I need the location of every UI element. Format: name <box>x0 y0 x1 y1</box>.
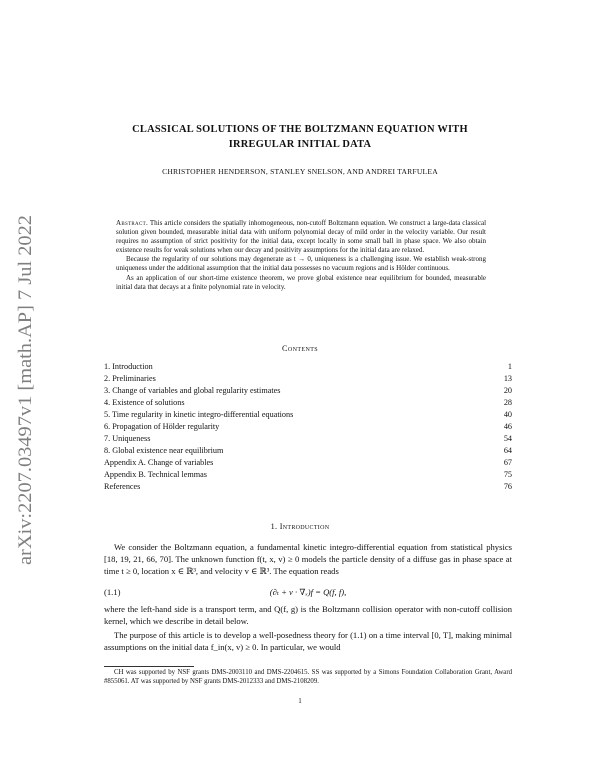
title-line-1: CLASSICAL SOLUTIONS OF THE BOLTZMANN EQUATION WITH <box>132 124 468 135</box>
toc-page: 75 <box>503 470 512 479</box>
toc-label: 5. Time regularity in kinetic integro-differential equations <box>104 410 294 419</box>
toc-entry[interactable] <box>104 445 512 457</box>
equation-1-1 <box>104 587 512 599</box>
arxiv-stamp-svg <box>6 210 40 570</box>
toc-entry[interactable] <box>104 385 512 397</box>
toc-entry[interactable] <box>104 421 512 433</box>
toc-label: 3. Change of variables and global regularity estimates <box>104 386 281 395</box>
toc-label: 7. Uniqueness <box>104 434 151 443</box>
toc-page: 28 <box>503 398 512 407</box>
paper-title <box>90 122 510 152</box>
toc-page: 40 <box>503 410 512 419</box>
equation-number: (1.1) <box>104 587 121 597</box>
toc-page: 67 <box>503 458 512 467</box>
abstract-para-1 <box>116 219 486 255</box>
abstract-para-2: Because the regularity of our solutions may degenerate as t → 0, uniqueness is a challenging issue. We establish weak-strong uniqueness under the additional assumption that the initial data possesses no vacuum regions and is Hölder continuous. <box>116 255 486 273</box>
arxiv-stamp <box>6 210 40 570</box>
toc-entry[interactable] <box>104 361 512 373</box>
toc-page: 54 <box>503 434 512 443</box>
intro-p1-text: We consider the Boltzmann equation, a fundamental kinetic integro-differential equation from statistical physics [18, 19, 21, 66, 70]. The unknown function f(t, x, v) ≥ 0 models the particle density of a diffuse gas in phase space at time t ≥ 0, location x ∈ ℝ³, and velocity v ∈ ℝ³. The equation reads <box>104 542 512 577</box>
toc-label: 6. Propagation of Hölder regularity <box>104 422 220 431</box>
toc-page: 1 <box>507 362 512 371</box>
title-line-2: IRREGULAR INITIAL DATA <box>228 139 372 150</box>
toc-entry[interactable] <box>104 397 512 409</box>
toc-label: 1. Introduction <box>104 362 153 371</box>
equation-body: (∂ₜ + v · ∇ₓ)f = Q(f, f), <box>269 587 347 597</box>
toc-label: References <box>104 482 141 491</box>
intro-p2-text: where the left-hand side is a transport term, and Q(f, g) is the Boltzmann collision operator with non-cutoff collision kernel, which we describe in detail below. <box>104 604 512 627</box>
toc-entry[interactable] <box>104 433 512 445</box>
toc-entry[interactable] <box>104 409 512 421</box>
section-heading: 1. Introduction <box>270 522 330 531</box>
toc-label: 4. Existence of solutions <box>104 398 185 407</box>
contents-title: Contents <box>282 344 318 353</box>
toc-entry[interactable] <box>104 457 512 469</box>
abstract-para-1-text: This article considers the spatially inhomogeneous, non-cutoff Boltzmann equation. We construct a large-data classical solution given bounded, measurable initial data with uniform polynomial decay of mild order in the velocity variable. Our result requires no assumption of strict positivity for the initial data, except locally in some small ball in phase space. We also obtain existence results for weak solutions when our decay and positivity assumptions for the initial data are relaxed. <box>116 219 487 255</box>
toc-label: Appendix B. Technical lemmas <box>104 470 207 479</box>
intro-paragraph-2 <box>104 603 512 627</box>
abstract-para-3: As an application of our short-time existence theorem, we prove global existence near equilibrium for bounded, measurable initial data that decays at a finite polynomial rate in velocity. <box>116 273 486 291</box>
footnote: CH was supported by NSF grants DMS-2003110 and DMS-2204615. SS was supported by a Simons Foundation Collaboration Grant, Award #855061. AT was supported by NSF grants DMS-2012333 and DMS-2108209. <box>104 669 512 685</box>
table-of-contents <box>104 361 512 493</box>
toc-page: 20 <box>503 386 512 395</box>
toc-label: Appendix A. Change of variables <box>104 458 214 467</box>
toc-entry[interactable] <box>104 481 512 493</box>
intro-paragraph-1 <box>104 541 512 578</box>
arxiv-stamp-text: arXiv:2207.03497v1 [math.AP] 7 Jul 2022 <box>15 238 36 565</box>
intro-p3-text: The purpose of this article is to develop a well-posedness theory for (1.1) on a time interval [0, T], making minimal assumptions on the initial data f_in(x, v) ≥ 0. In particular, we would <box>104 630 512 653</box>
toc-page: 76 <box>503 482 512 491</box>
toc-label: 2. Preliminaries <box>104 374 156 383</box>
page-number: 1 <box>298 697 302 705</box>
toc-entry[interactable] <box>104 373 512 385</box>
toc-entry[interactable] <box>104 469 512 481</box>
intro-paragraph-3 <box>104 629 512 653</box>
toc-page: 46 <box>503 422 512 431</box>
footnote-rule <box>104 666 194 667</box>
toc-page: 64 <box>503 446 512 455</box>
toc-label: 8. Global existence near equilibrium <box>104 446 224 455</box>
abstract <box>116 219 486 292</box>
abstract-label: Abstract. <box>116 219 149 227</box>
toc-page: 13 <box>503 374 512 383</box>
authors: CHRISTOPHER HENDERSON, STANLEY SNELSON, AND ANDREI TARFULEA <box>162 167 438 176</box>
